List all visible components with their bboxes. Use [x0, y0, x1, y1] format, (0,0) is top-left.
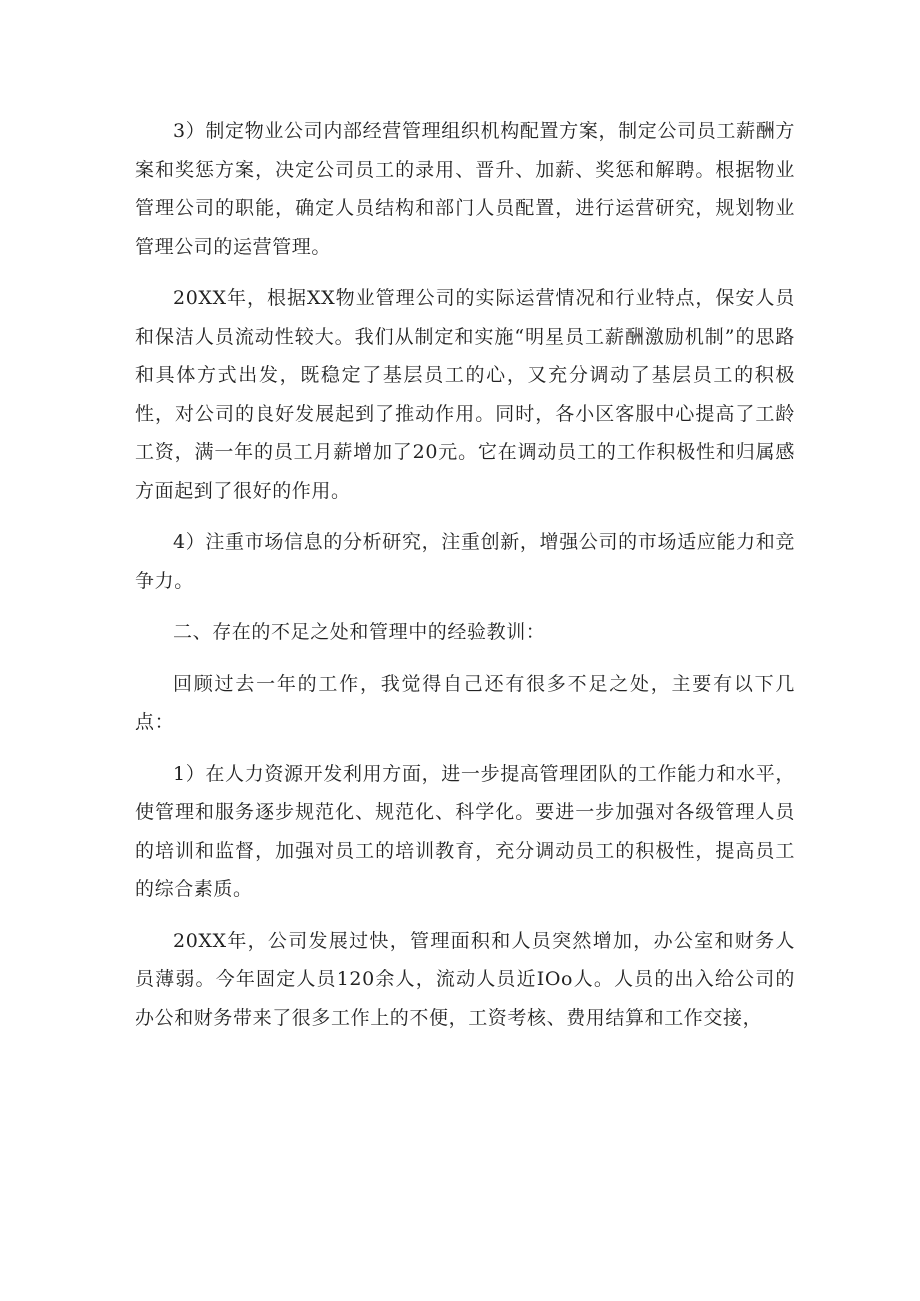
document-body: [135, 112, 795, 1050]
section-heading-shortcomings: 二、存在的不足之处和管理中的经验教训：: [173, 621, 546, 643]
paragraph-item-4: 4）注重市场信息的分析研究，注重创新，增强公司的市场适应能力和竞争力。: [135, 531, 795, 592]
paragraph-item-1: 1）在人力资源开发利用方面，进一步提高管理团队的工作能力和水平，使管理和服务逐步规范化、规范化、科学化。要进一步加强对各级管理人员的培训和监督，加强对员工的培训教育，充分调动员工的积极性，提高员工的综合素质。: [135, 762, 795, 900]
paragraph-item-3: 3）制定物业公司内部经营管理组织机构配置方案，制定公司员工薪酬方案和奖惩方案，决定公司员工的录用、晋升、加薪、奖惩和解聘。根据物业管理公司的职能，确定人员结构和部门人员配置，进行运营研究，规划物业管理公司的运营管理。: [135, 120, 795, 258]
paragraph-review: 回顾过去一年的工作，我觉得自己还有很多不足之处，主要有以下几点：: [135, 672, 795, 733]
paragraph-20xx-incentive: 20XX年，根据XX物业管理公司的实际运营情况和行业特点，保安人员和保洁人员流动性较大。我们从制定和实施“明星员工薪酬激励机制”的思路和具体方式出发，既稳定了基层员工的心，又充分调动了基层员工的积极性，对公司的良好发展起到了推动作用。同时，各小区客服中心提高了工龄工资，满一年的员工月薪增加了20元。它在调动员工的工作积极性和归属感方面起到了很好的作用。: [135, 287, 795, 502]
paragraph-20xx-growth: 20XX年，公司发展过快，管理面积和人员突然增加，办公室和财务人员薄弱。今年固定人员120余人，流动人员近IOo人。人员的出入给公司的办公和财务带来了很多工作上的不便，工资考核、费用结算和工作交接，: [135, 929, 795, 1029]
